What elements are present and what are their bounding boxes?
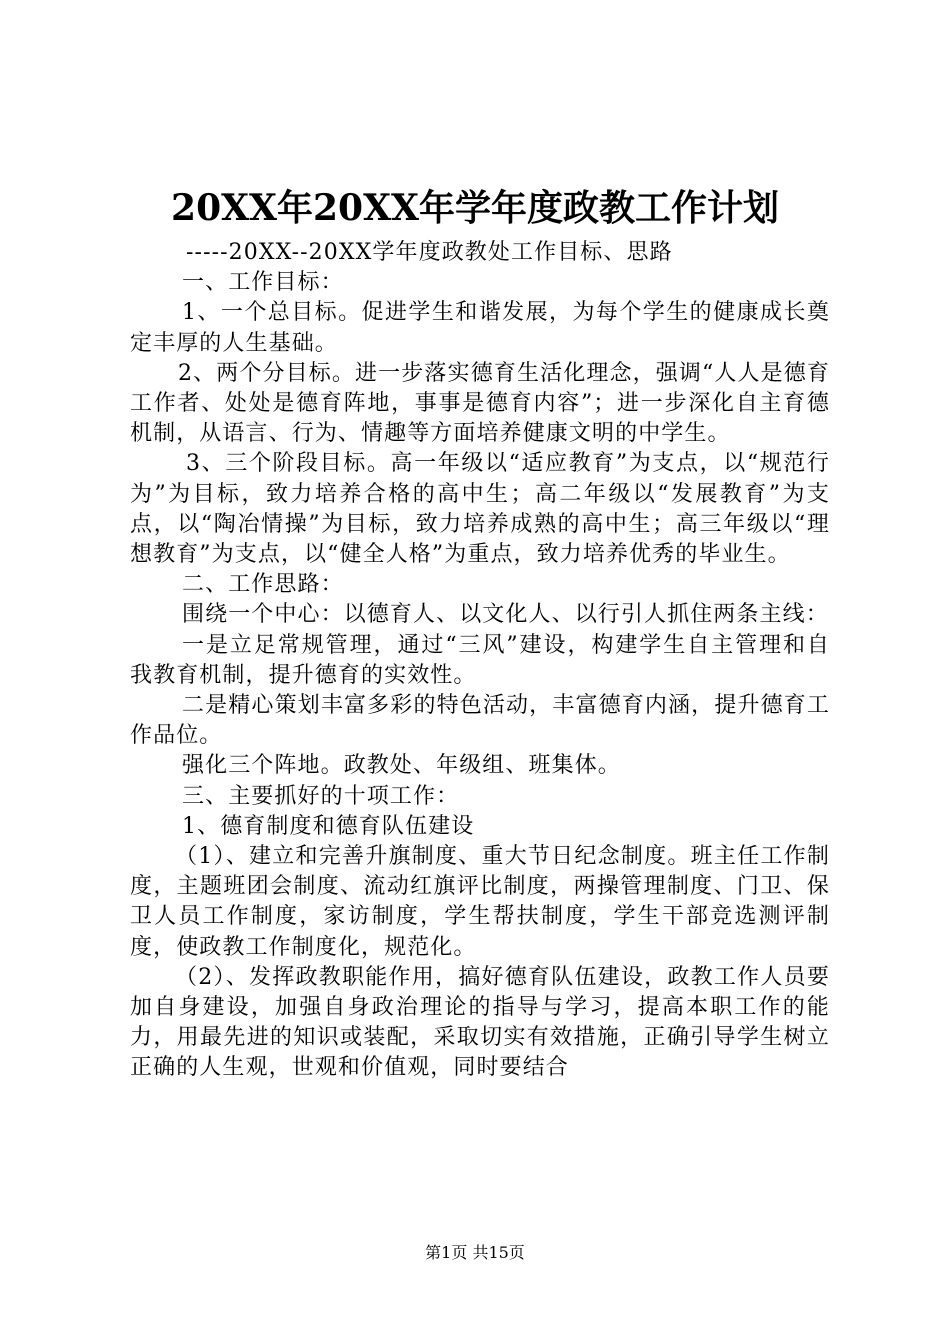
paragraph: 二是精心策划丰富多彩的特色活动，丰富德育内涵，提升德育工作品位。: [130, 693, 830, 749]
paragraph: 二、工作思路：: [182, 572, 344, 598]
paragraph: 强化三个阵地。政教处、年级组、班集体。: [182, 753, 621, 779]
document-title: 20XX年20XX年学年度政教工作计划: [171, 187, 779, 229]
paragraph: 3、三个阶段目标。高一年级以“适应教育”为支点，以“规范行为”为目标，致力培养合格的高中生；高二年级以“发展教育”为支点，以“陶冶情操”为目标，致力培养成熟的高中生；高三年级以“理想教育”为支点，以“健全人格”为重点，致力培养优秀的毕业生。: [130, 451, 830, 568]
paragraph: 一是立足常规管理，通过“三风”建设，构建学生自主管理和自我教育机制，提升德育的实效性。: [130, 632, 830, 688]
paragraph: （1）、建立和完善升旗制度、重大节日纪念制度。班主任工作制度，主题班团会制度、流动红旗评比制度，两操管理制度、门卫、保卫人员工作制度，家访制度，学生帮扶制度，学生干部竞选测评制度，使政教工作制度化，规范化。: [130, 844, 830, 960]
paragraph: 围绕一个中心：以德育人、以文化人、以行引人抓住两条主线：: [182, 602, 829, 628]
paragraph: 1、一个总目标。促进学生和谐发展，为每个学生的健康成长奠定丰厚的人生基础。: [130, 300, 830, 356]
paragraph: 2、两个分目标。进一步落实德育生活化理念，强调“人人是德育工作者、处处是德育阵地，事事是德育内容”；进一步深化自主育德机制，从语言、行为、情趣等方面培养健康文明的中学生。: [130, 360, 830, 447]
paragraph: 三、主要抓好的十项工作：: [182, 783, 460, 809]
document-body: [130, 238, 830, 1084]
paragraph: 一、工作目标：: [182, 270, 344, 296]
page-number: 第1页 共15页: [425, 1243, 525, 1262]
paragraph: （2）、发挥政教职能作用，搞好德育队伍建设，政教工作人员要加自身建设，加强自身政治理论的指导与学习，提高本职工作的能力，用最先进的知识或装配，采取切实有效措施，正确引导学生树立正确的人生观，世观和价值观，同时要结合: [130, 964, 830, 1081]
paragraph: 1、德育制度和德育队伍建设: [182, 813, 475, 839]
subtitle-line: -----20XX--20XX学年度政教处工作目标、思路: [186, 240, 673, 265]
